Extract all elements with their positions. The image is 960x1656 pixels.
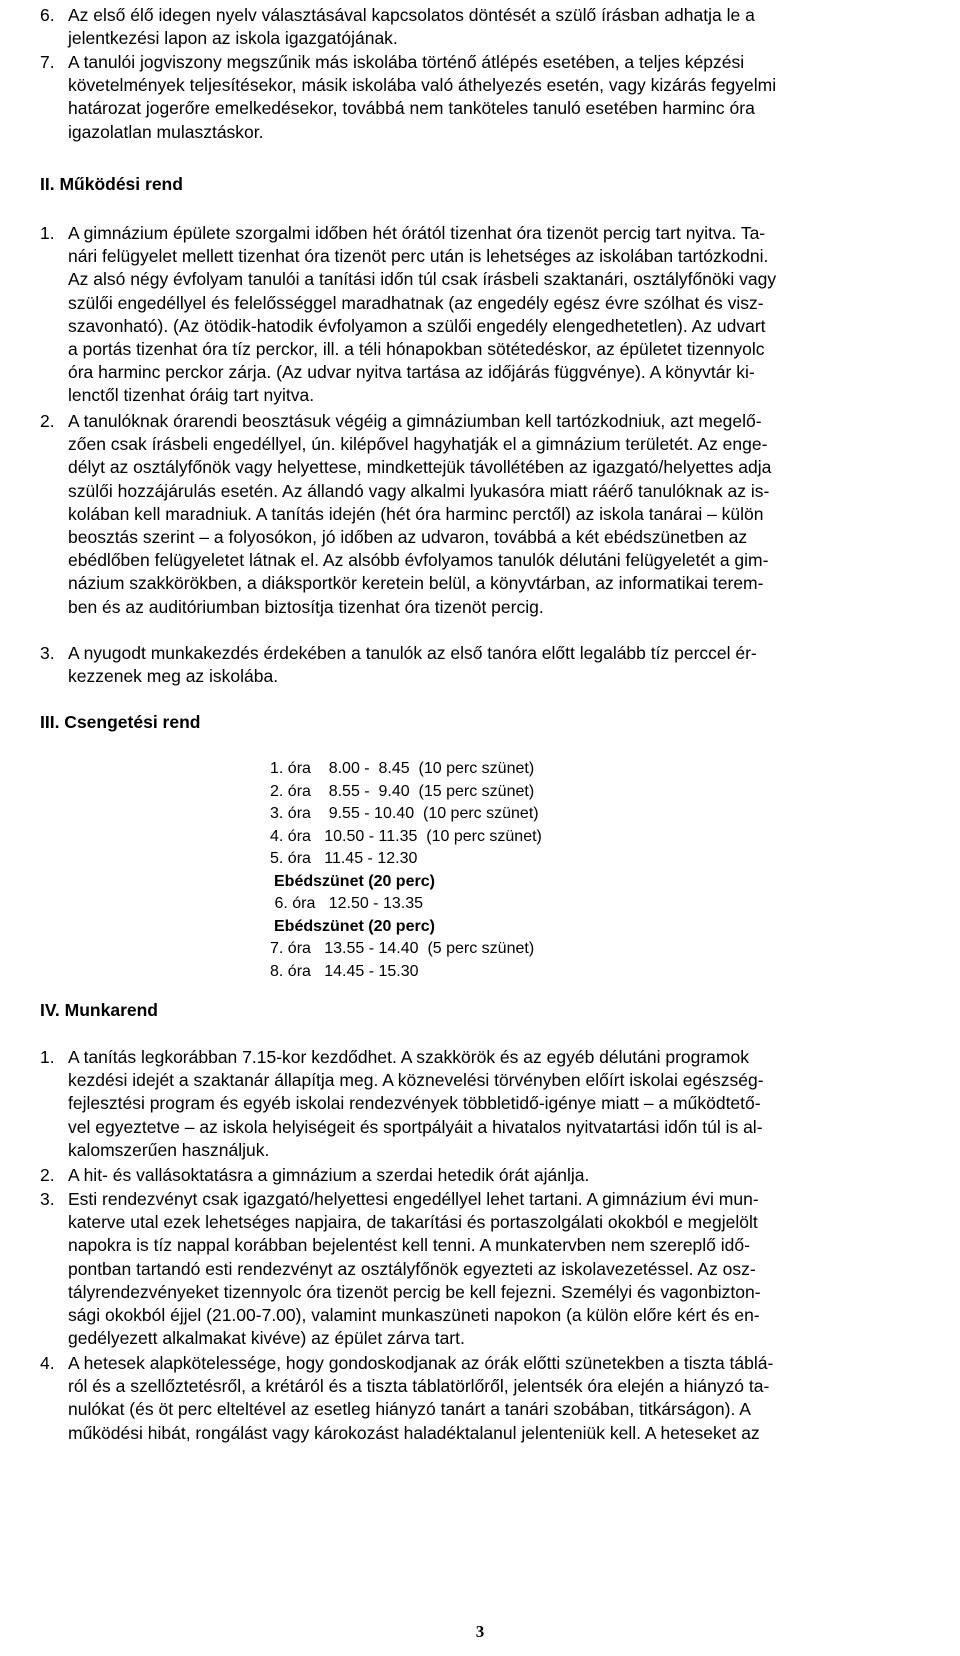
lunch-break-label: Ebédszünet (20 perc) <box>274 917 435 935</box>
item-number: 1. <box>40 223 55 243</box>
page-number: 3 <box>475 1622 485 1641</box>
item-number: 6. <box>40 5 55 25</box>
item-text: Az első élő idegen nyelv választásával kapcsolatos döntését a szülő írásban adhatja le a jelentkezési lapon az iskola igazgatójának. <box>68 5 755 49</box>
section-heading: III. Csengetési rend <box>40 712 201 732</box>
item-text: A hit- és vallásoktatásra a gimnázium a szerdai hetedik órát ajánlja. <box>68 1165 590 1185</box>
item-text: A tanulóknak órarendi beosztásuk végéig a gimnáziumban kell tartózkodniuk, azt megelő- zően csak írásbeli engedéllyel, ún. kilépővel hagyhatják el a gimnázium területét. Az enge- délyt az osztályfőnök vagy helyettese, mindkettejük távollétében az igazgató/helyettes adja szülői hozzájárulás esetén. Az állandó vagy alkalmi lyukasóra miatt ráérő tanulóknak az is- kolában kell maradniuk. A tanítás idején (hét óra harminc perctől) az iskola tanárai – külön beosztás szerint – a folyosókon, jó időben az udvaron, továbbá a két ebédszünetben az ebédlőben felügyeletet látnak el. Az alsóbb évfolyamos tanulók délutáni felügyeletét a gim- názium szakkörökben, a diáksportkör keretein belül, a könyvtárban, az informatikai terem- ben és az auditóriumban biztosítja tizenhat óra tizenöt percig. <box>68 411 772 617</box>
item-number: 1. <box>40 1047 55 1067</box>
item-number: 7. <box>40 52 55 72</box>
item-text: A tanulói jogviszony megszűnik más iskolába történő átlépés esetében, a teljes képzési követelmények teljesítésekor, másik iskolába való áthelyezés esetén, vagy kizárás fegyelmi határozat jogerőre emelkedésekor, továbbá nem tanköteles tanuló esetében harminc óra igazolatlan mulasztáskor. <box>68 52 777 142</box>
schedule-row: 8. óra 14.45 - 15.30 <box>270 962 419 980</box>
schedule-row: 7. óra 13.55 - 14.40 (5 perc szünet) <box>270 940 535 957</box>
schedule-row: 3. óra 9.55 - 10.40 (10 perc szünet) <box>270 805 539 822</box>
schedule-row: 6. óra 12.50 - 13.35 <box>270 895 423 912</box>
item-number: 2. <box>40 411 55 431</box>
section-heading: IV. Munkarend <box>40 1000 158 1020</box>
schedule-row: 2. óra 8.55 - 9.40 (15 perc szünet) <box>270 782 535 800</box>
item-number: 3. <box>40 643 55 663</box>
item-text: A gimnázium épülete szorgalmi időben hét órától tizenhat óra tizenöt percig tart nyitva. Ta- nári felügyelet mellett tizenhat óra tizenöt perc után is lehetséges az iskolában tartózkodni. Az alsó négy évfolyam tanulói a tanítási időn túl csak írásbeli szaktanári, osztályfőnöki vagy szülői engedéllyel és felelősséggel maradhatnak (az engedély egész évre szólhat és visz- szavonható). (Az ötödik-hatodik évfolyamon a szülői engedély elengedhetetlen). Az udvart a portás tizenhat óra tíz perckor, ill. a téli hónapokban sötétedéskor, az épületet tizennyolc óra harminc perckor zárja. (Az udvar nyitva tartása az időjárás függvénye). A könyvtár ki- lenctől tizenhat óráig tart nyitva. <box>68 223 777 406</box>
item-text: A hetesek alapkötelessége, hogy gondoskodjanak az órák előtti szünetekben a tiszta táblá- ról és a szellőztetésről, a krétáról és a tiszta táblatörlőről, jelentsék óra elején a hiányzó ta- nulókat (és öt perc elteltével az esetleg hiányzó tanárt a tanári szobában, titkárságon). A működési hibát, rongálást vagy károkozást haladéktalanul jelenteniük kell. A heteseket az <box>68 1353 774 1443</box>
bell-schedule <box>270 758 542 983</box>
item-text: A tanítás legkorábban 7.15-kor kezdődhet. A szakkörök és az egyéb délutáni programok kezdési idejét a szaktanár állapítja meg. A köznevelési törvényben előírt iskolai egészség- fejlesztési program és egyéb iskolai rendezvények többletidő-igénye miatt – a működtető- vel egyeztetve – az iskola helyiségeit és sportpályáit a hivatalos nyitvatartási időn túl is al- kalomszerűen használjuk. <box>68 1047 764 1160</box>
item-number: 2. <box>40 1165 55 1185</box>
schedule-row: 5. óra 11.45 - 12.30 <box>270 850 418 867</box>
item-number: 4. <box>40 1353 55 1373</box>
schedule-row: 4. óra 10.50 - 11.35 (10 perc szünet) <box>270 827 542 845</box>
item-number: 3. <box>40 1189 55 1209</box>
lunch-break-label: Ebédszünet (20 perc) <box>274 872 435 890</box>
item-text: Esti rendezvényt csak igazgató/helyettesi engedéllyel lehet tartani. A gimnázium évi mun- katerve utal ezek lehetséges napjaira, de takarítási és portaszolgálati okokból e megjelölt napokra is tíz nappal korábban bejelentést kell tenni. A munkatervben nem szereplő idő- pontban tartandó esti rendezvényt az osztályfőnök egyezteti az iskolavezetéssel. Az osz- tályrendezvényeket tizennyolc óra tizenöt percig be kell fejezni. Személyi és vagonbizton- sági okokból éjjel (21.00-7.00), valamint munkaszüneti napokon (a külön előre kért és en- gedélyezett alkalmakat kivéve) az épület zárva tart. <box>68 1189 761 1349</box>
schedule-row: 1. óra 8.00 - 8.45 (10 perc szünet) <box>270 760 535 777</box>
section-heading: II. Működési rend <box>40 174 183 194</box>
item-text: A nyugodt munkakezdés érdekében a tanulók az első tanóra előtt legalább tíz perccel ér- kezzenek meg az iskolába. <box>68 643 757 687</box>
